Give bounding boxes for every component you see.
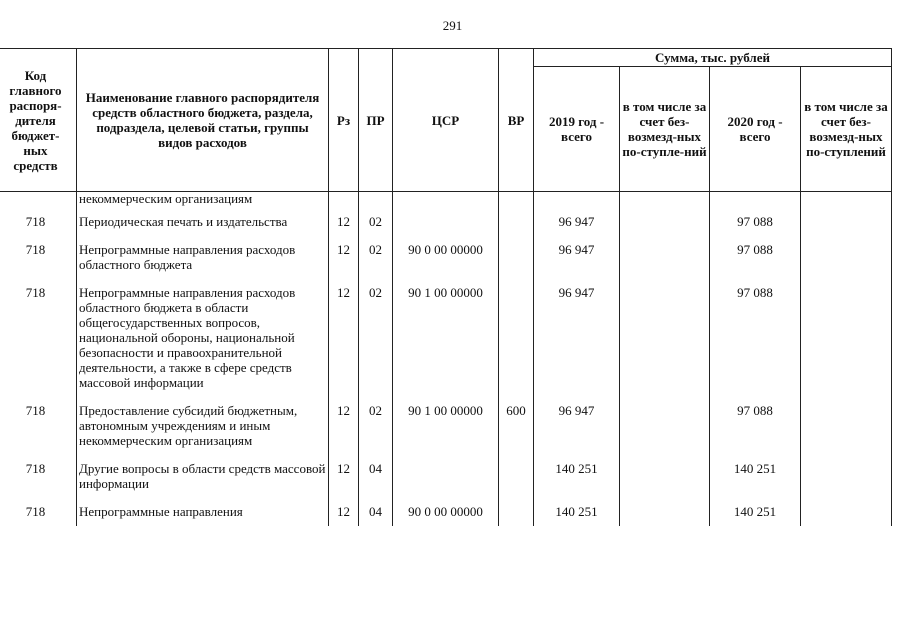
cell-pr: 04 <box>359 498 393 526</box>
cell-csr: 90 0 00 00000 <box>393 236 499 279</box>
cell-vr <box>499 455 534 498</box>
cell-csr: 90 1 00 00000 <box>393 279 499 397</box>
cell-2020-grants <box>801 279 892 397</box>
header-pr: ПР <box>359 49 393 192</box>
cell-2019-grants <box>620 455 710 498</box>
cell-pr: 04 <box>359 455 393 498</box>
table-body <box>0 192 892 527</box>
cell-pr: 02 <box>359 208 393 236</box>
cell-2020-grants <box>801 455 892 498</box>
header-2020-grants: в том числе за счет без-возмезд-ных по-ступлений <box>801 67 892 192</box>
header-2019-grants: в том числе за счет без-возмезд-ных по-ступле-ний <box>620 67 710 192</box>
cell-kod: 718 <box>0 498 77 526</box>
cell-2019-total: 96 947 <box>534 397 620 455</box>
header-2019-total: 2019 год - всего <box>534 67 620 192</box>
table-row <box>0 455 892 498</box>
table-row <box>0 236 892 279</box>
cell-name: Непрограммные направления <box>77 498 329 526</box>
cell-vr <box>499 208 534 236</box>
continuation-text: некоммерческим организациям <box>77 192 329 209</box>
header-summa: Сумма, тыс. рублей <box>534 49 892 67</box>
cell-kod: 718 <box>0 208 77 236</box>
table-row <box>0 397 892 455</box>
cell-kod: 718 <box>0 279 77 397</box>
cell-2020-total: 140 251 <box>710 498 801 526</box>
table-row <box>0 498 892 526</box>
header-csr: ЦСР <box>393 49 499 192</box>
cell-2020-grants <box>801 236 892 279</box>
cell-2019-grants <box>620 279 710 397</box>
cell-2020-total: 97 088 <box>710 208 801 236</box>
cell-rz: 12 <box>329 397 359 455</box>
header-2020-total: 2020 год - всего <box>710 67 801 192</box>
cell-name: Другие вопросы в области средств массовой информации <box>77 455 329 498</box>
cell-2020-total: 97 088 <box>710 236 801 279</box>
cell-2020-grants <box>801 208 892 236</box>
cell-2019-total: 96 947 <box>534 279 620 397</box>
cell-2019-grants <box>620 236 710 279</box>
cell-name: Периодическая печать и издательства <box>77 208 329 236</box>
cell-pr: 02 <box>359 279 393 397</box>
cell-name: Непрограммные направления расходов областного бюджета <box>77 236 329 279</box>
cell-pr: 02 <box>359 236 393 279</box>
table-row <box>0 279 892 397</box>
cell-2020-grants <box>801 498 892 526</box>
cell-rz: 12 <box>329 455 359 498</box>
cell-2019-grants <box>620 397 710 455</box>
cell-vr: 600 <box>499 397 534 455</box>
cell-rz: 12 <box>329 498 359 526</box>
cell-csr <box>393 208 499 236</box>
cell-rz: 12 <box>329 236 359 279</box>
cell-2019-grants <box>620 208 710 236</box>
header-name: Наименование главного распорядителя средств областного бюджета, раздела, подраздела, целевой статьи, группы видов расходов <box>77 49 329 192</box>
header-rz: Рз <box>329 49 359 192</box>
cell-2019-total: 140 251 <box>534 455 620 498</box>
cell-csr: 90 1 00 00000 <box>393 397 499 455</box>
cell-2020-total: 97 088 <box>710 279 801 397</box>
table-row <box>0 208 892 236</box>
cell-kod: 718 <box>0 455 77 498</box>
cell-name: Предоставление субсидий бюджетным, автономным учреждениям и иным некоммерческим организациям <box>77 397 329 455</box>
page-number: 291 <box>442 18 463 33</box>
cell-2020-total: 97 088 <box>710 397 801 455</box>
cell-2020-grants <box>801 397 892 455</box>
budget-table <box>0 48 892 526</box>
cell-2020-total: 140 251 <box>710 455 801 498</box>
cell-2019-total: 140 251 <box>534 498 620 526</box>
cell-csr: 90 0 00 00000 <box>393 498 499 526</box>
cell-name: Непрограммные направления расходов областного бюджета в области общегосударственных вопросов, национальной обороны, национальной безопасности и правоохранительной деятельности, а также в сфере средств массовой информации <box>77 279 329 397</box>
cell-pr: 02 <box>359 397 393 455</box>
cell-2019-grants <box>620 498 710 526</box>
cell-rz: 12 <box>329 279 359 397</box>
cell-kod: 718 <box>0 236 77 279</box>
header-row-1 <box>0 49 892 67</box>
cell-rz: 12 <box>329 208 359 236</box>
cell-2019-total: 96 947 <box>534 208 620 236</box>
cell-vr <box>499 236 534 279</box>
continuation-row <box>0 192 892 209</box>
cell-csr <box>393 455 499 498</box>
header-vr: ВР <box>499 49 534 192</box>
cell-vr <box>499 279 534 397</box>
header-kod: Код главного распоря- дителя бюджет- ных средств <box>0 49 77 192</box>
cell-kod: 718 <box>0 397 77 455</box>
cell-2019-total: 96 947 <box>534 236 620 279</box>
cell-vr <box>499 498 534 526</box>
